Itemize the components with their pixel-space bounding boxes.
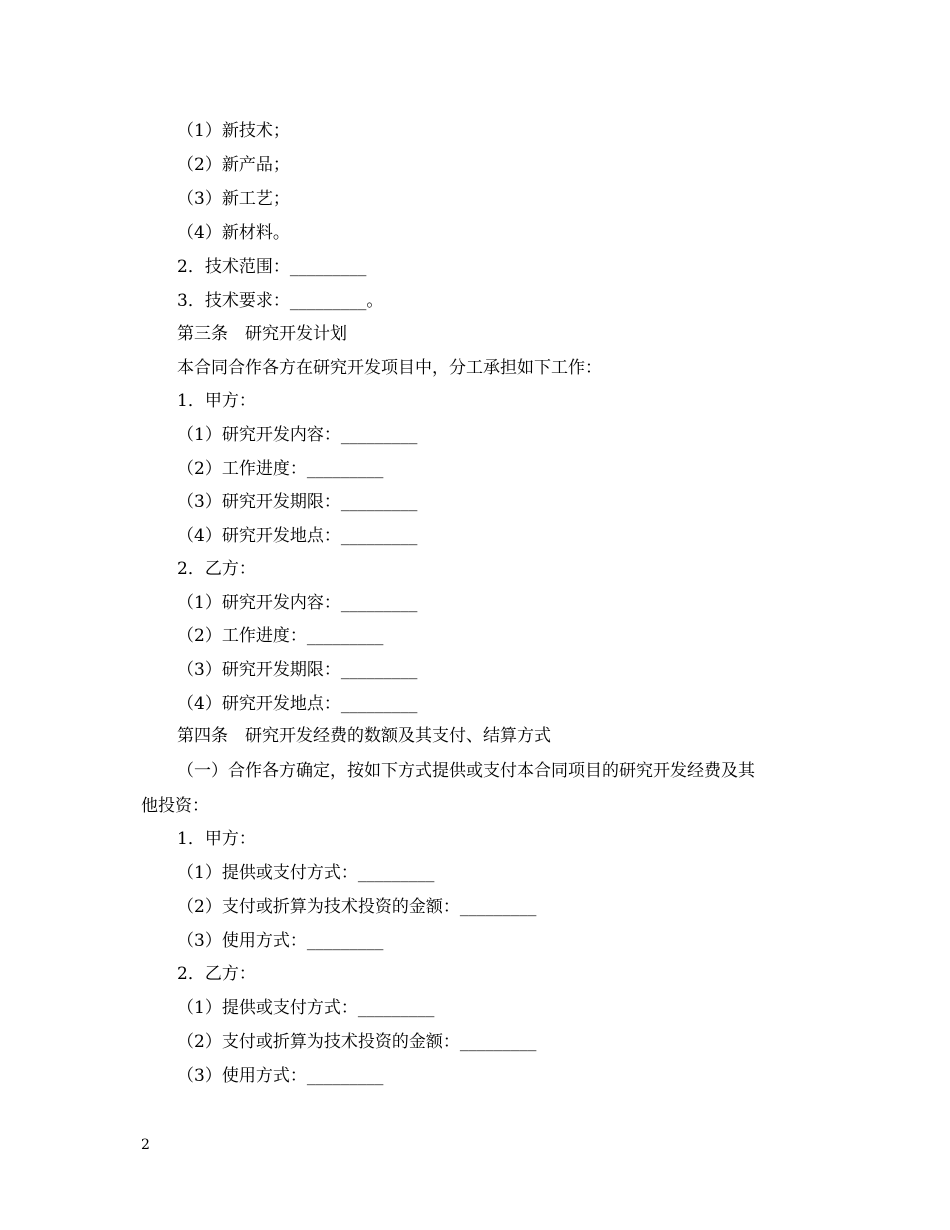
- list-item: （1）研究开发内容：_________: [177, 593, 418, 613]
- list-item: （4）研究开发地点：_________: [177, 694, 418, 714]
- list-item: （3）研究开发期限：_________: [177, 492, 418, 512]
- list-item: （2）新产品；: [177, 155, 290, 175]
- list-item: （2）工作进度：_________: [177, 459, 384, 479]
- list-item: （3）使用方式：_________: [177, 931, 384, 951]
- list-item: （1）研究开发内容：_________: [177, 425, 418, 445]
- paragraph: 本合同合作各方在研究开发项目中，分工承担如下工作：: [177, 358, 602, 378]
- paragraph: 他投资：: [141, 796, 209, 816]
- page-number: 2: [141, 1137, 150, 1153]
- list-item: （2）支付或折算为技术投资的金额：_________: [177, 897, 537, 917]
- list-item: （1）提供或支付方式：_________: [177, 863, 435, 883]
- list-item: 2．技术范围：_________: [177, 257, 367, 277]
- list-item: 3．技术要求：_________。: [177, 291, 384, 311]
- list-item: （2）支付或折算为技术投资的金额：_________: [177, 1032, 537, 1052]
- list-item: （4）新材料。: [177, 223, 290, 243]
- paragraph: （一）合作各方确定，按如下方式提供或支付本合同项目的研究开发经费及其: [177, 761, 755, 781]
- list-item: 2．乙方：: [177, 964, 256, 984]
- section-heading: 第四条 研究开发经费的数额及其支付、结算方式: [177, 726, 551, 746]
- list-item: 2．乙方：: [177, 559, 256, 579]
- list-item: （1）新技术；: [177, 121, 290, 141]
- list-item: （3）研究开发期限：_________: [177, 660, 418, 680]
- list-item: （3）新工艺；: [177, 189, 290, 209]
- list-item: （3）使用方式：_________: [177, 1066, 384, 1086]
- list-item: （1）提供或支付方式：_________: [177, 998, 435, 1018]
- list-item: 1．甲方：: [177, 829, 256, 849]
- list-item: （4）研究开发地点：_________: [177, 526, 418, 546]
- section-heading: 第三条 研究开发计划: [177, 324, 347, 344]
- list-item: （2）工作进度：_________: [177, 626, 384, 646]
- list-item: 1．甲方：: [177, 391, 256, 411]
